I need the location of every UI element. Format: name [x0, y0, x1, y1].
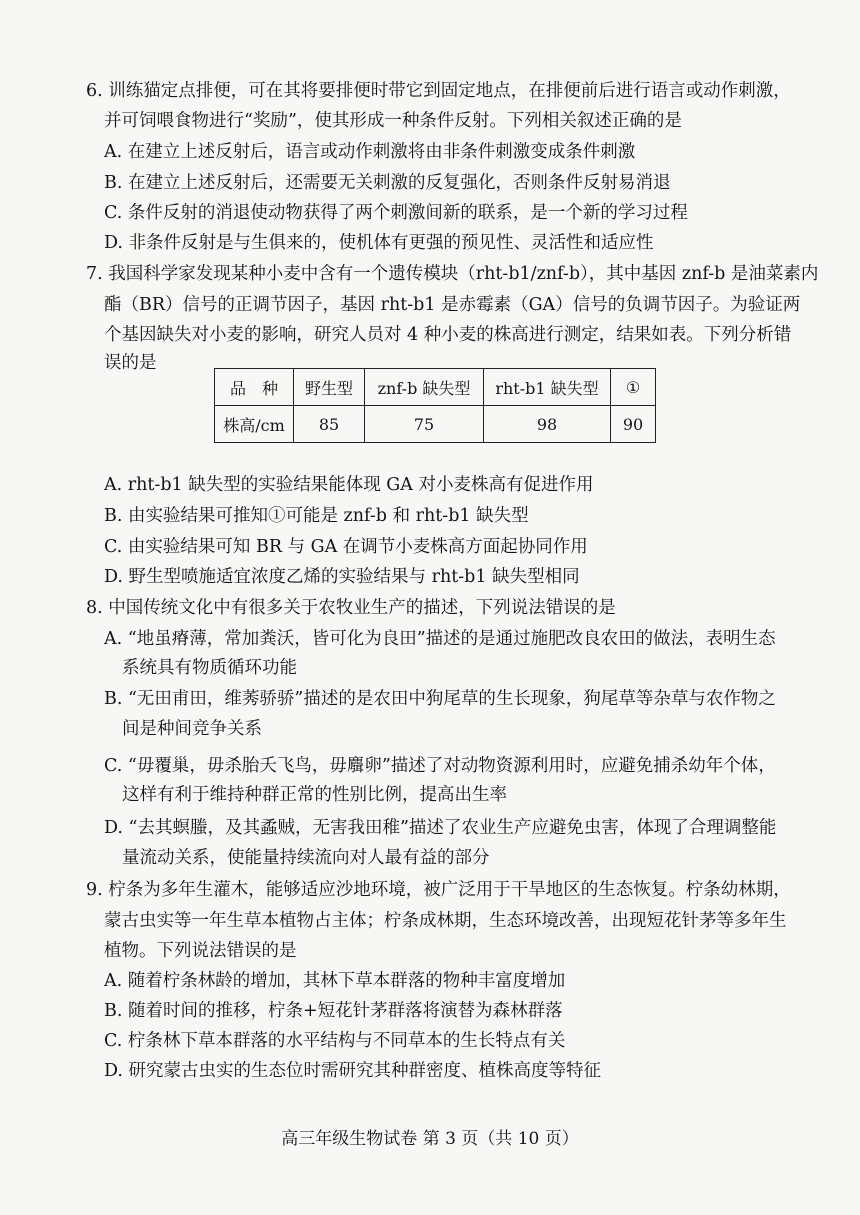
q6-option-c: C. 条件反射的消退使动物获得了两个刺激间新的联系，是一个新的学习过程	[104, 203, 688, 223]
table-header-row	[215, 369, 656, 406]
q8-option-b-line-2: 间是种间竞争关系	[122, 719, 262, 739]
q7-stem-line-1: 7. 我国科学家发现某种小麦中含有一个遗传模块（rht-b1/znf-b），其中基因 znf-b 是油菜素内	[86, 264, 819, 284]
q7-option-a: A. rht-b1 缺失型的实验结果能体现 GA 对小麦株高有促进作用	[104, 475, 594, 495]
q6-option-b: B. 在建立上述反射后，还需要无关刺激的反复强化，否则条件反射易消退	[104, 173, 671, 193]
q6-option-a: A. 在建立上述反射后，语言或动作刺激将由非条件刺激变成条件刺激	[104, 142, 636, 162]
q9-option-d: D. 研究蒙古虫实的生态位时需研究其种群密度、植株高度等特征	[104, 1061, 602, 1081]
plant-height-table	[214, 368, 656, 443]
table-header-cell: 品 种	[215, 369, 294, 406]
q8-stem: 8. 中国传统文化中有很多关于农牧业生产的描述，下列说法错误的是	[86, 598, 616, 618]
table-cell: 75	[365, 406, 484, 443]
q7-option-d: D. 野生型喷施适宜浓度乙烯的实验结果与 rht-b1 缺失型相同	[104, 567, 580, 587]
q6-option-d: D. 非条件反射是与生俱来的，使机体有更强的预见性、灵活性和适应性	[104, 233, 654, 253]
q8-option-a-line-1: A. “地虽瘠薄，常加粪沃，皆可化为良田”描述的是通过施肥改良农田的做法，表明生态	[104, 629, 776, 649]
table-row	[215, 406, 656, 443]
q9-stem-line-3: 植物。下列说法错误的是	[104, 941, 297, 961]
q8-option-c-line-2: 这样有利于维持种群正常的性别比例，提高出生率	[122, 785, 507, 805]
q9-option-a: A. 随着柠条林龄的增加，其林下草本群落的物种丰富度增加	[104, 971, 566, 991]
table-header-cell: ①	[611, 369, 656, 406]
q8-option-b-line-1: B. “无田甫田，维莠骄骄”描述的是农田中狗尾草的生长现象，狗尾草等杂草与农作物之	[104, 689, 776, 709]
q8-option-a-line-2: 系统具有物质循环功能	[122, 658, 297, 678]
q9-stem-line-1: 9. 柠条为多年生灌木，能够适应沙地环境，被广泛用于干旱地区的生态恢复。柠条幼林期，	[86, 880, 791, 900]
q6-stem-line-1: 6. 训练猫定点排便，可在其将要排便时带它到固定地点，在排便前后进行语言或动作刺激，	[86, 81, 791, 101]
q7-stem-line-4: 误的是	[104, 353, 157, 373]
table-cell: 85	[294, 406, 365, 443]
q7-option-c: C. 由实验结果可知 BR 与 GA 在调节小麦株高方面起协同作用	[104, 537, 588, 557]
table-header-cell: 野生型	[294, 369, 365, 406]
q6-stem-line-2: 并可饲喂食物进行“奖励”，使其形成一种条件反射。下列相关叙述正确的是	[104, 111, 682, 131]
table-header-cell: znf-b 缺失型	[365, 369, 484, 406]
q7-stem-line-3: 个基因缺失对小麦的影响，研究人员对 4 种小麦的株高进行测定，结果如表。下列分析错	[104, 325, 792, 345]
q7-option-b: B. 由实验结果可推知①可能是 znf-b 和 rht-b1 缺失型	[104, 506, 529, 526]
table-cell: 98	[484, 406, 611, 443]
table-cell: 90	[611, 406, 656, 443]
table-header-cell: rht-b1 缺失型	[484, 369, 611, 406]
page-footer: 高三年级生物试卷 第 3 页（共 10 页）	[281, 1129, 579, 1149]
q9-option-c: C. 柠条林下草本群落的水平结构与不同草本的生长特点有关	[104, 1031, 566, 1051]
table-cell: 株高/cm	[215, 406, 294, 443]
q8-option-d-line-2: 量流动关系，使能量持续流向对人最有益的部分	[122, 848, 490, 868]
q9-stem-line-2: 蒙古虫实等一年生草本植物占主体；柠条成林期，生态环境改善，出现短花针茅等多年生	[104, 911, 787, 931]
q8-option-d-line-1: D. “去其螟螣，及其蟊贼，无害我田稚”描述了农业生产应避免虫害，体现了合理调整能	[104, 818, 777, 838]
q7-stem-line-2: 酯（BR）信号的正调节因子，基因 rht-b1 是赤霉素（GA）信号的负调节因子。为验证两	[104, 295, 801, 315]
q9-option-b: B. 随着时间的推移，柠条+短花针茅群落将演替为森林群落	[104, 1001, 563, 1021]
q8-option-c-line-1: C. “毋覆巢，毋杀胎夭飞鸟，毋麛卵”描述了对动物资源利用时，应避免捕杀幼年个体，	[104, 756, 776, 776]
